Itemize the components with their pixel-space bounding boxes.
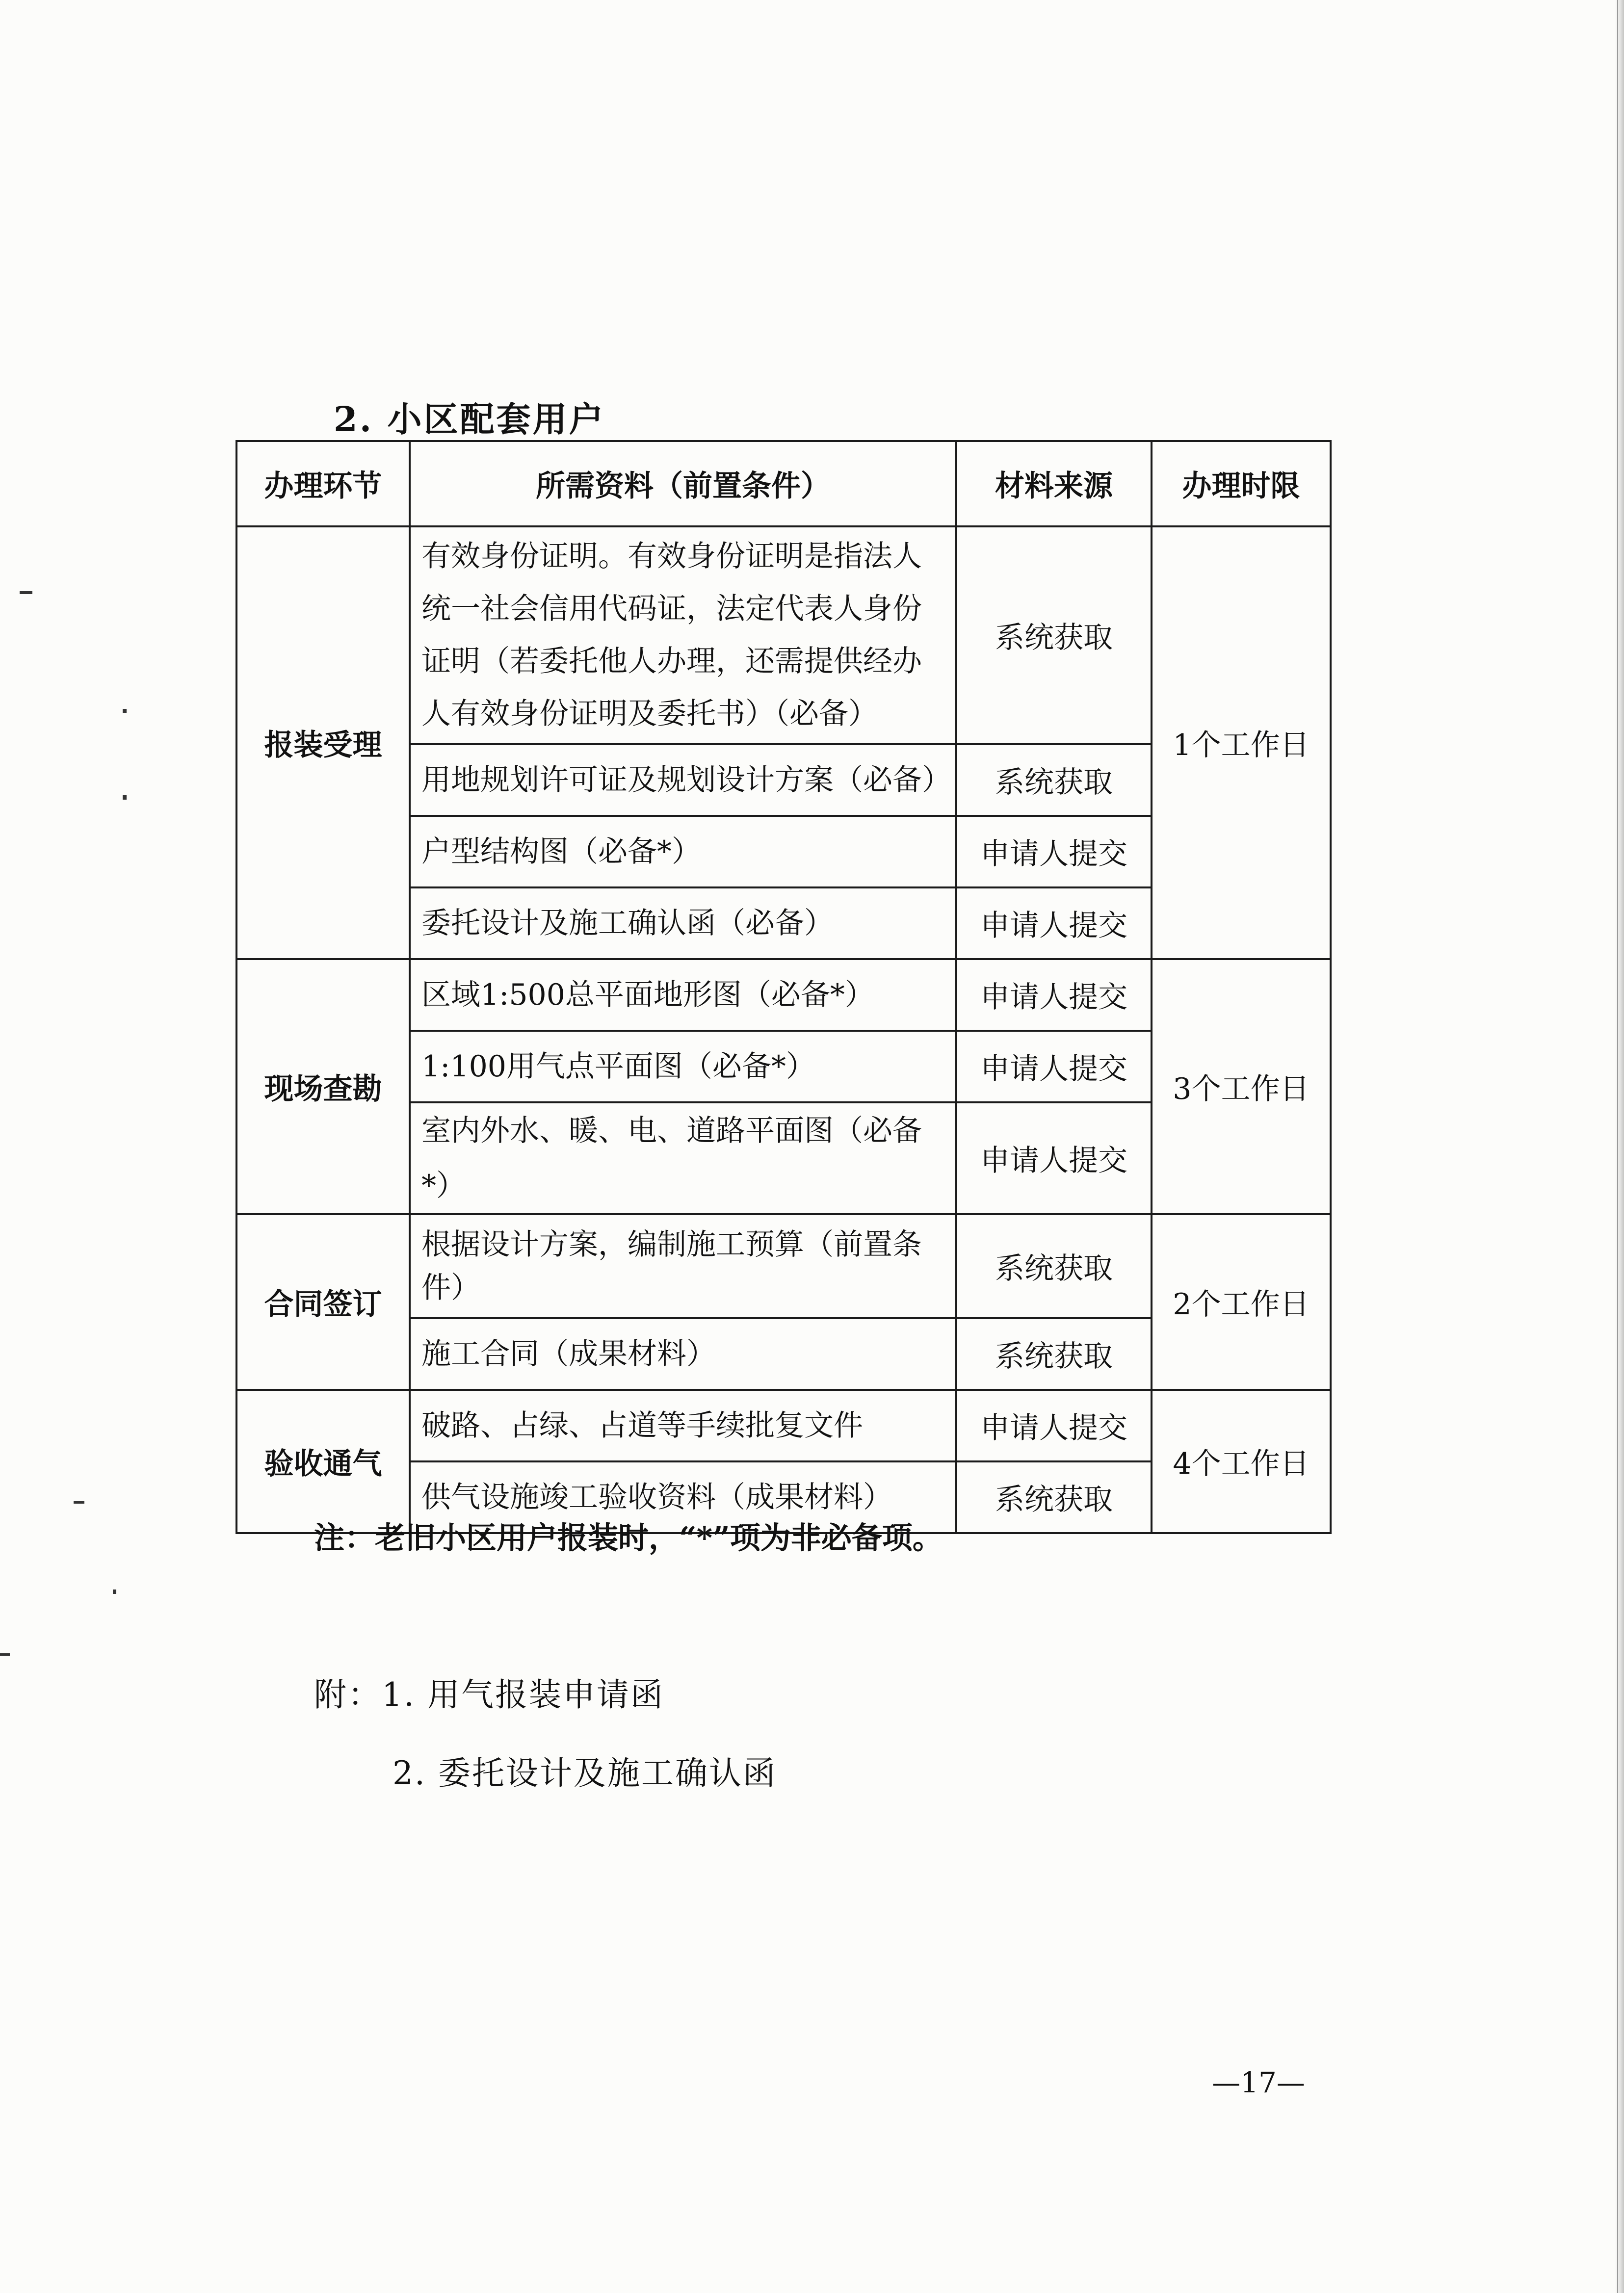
table-note: 注：老旧小区用户报装时，“*”项为非必备项。 xyxy=(314,1520,943,1556)
material-cell: 供气设施竣工验收资料（成果材料） xyxy=(410,1461,956,1533)
source-cell: 申请人提交 xyxy=(956,1102,1152,1214)
scan-speck xyxy=(123,795,127,800)
source-cell: 申请人提交 xyxy=(956,959,1152,1031)
scan-edge-shadow xyxy=(1615,0,1624,2293)
header-materials: 所需资料（前置条件） xyxy=(410,441,956,526)
time-limit-cell: 2个工作日 xyxy=(1152,1214,1331,1390)
source-cell: 系统获取 xyxy=(956,1461,1152,1533)
material-cell: 破路、占绿、占道等手续批复文件 xyxy=(410,1390,956,1461)
table-row xyxy=(236,1390,1331,1461)
header-time-limit: 办理时限 xyxy=(1152,441,1331,526)
table-row xyxy=(236,959,1331,1031)
scan-speck xyxy=(74,1501,84,1504)
section-title: 2. 小区配套用户 xyxy=(334,399,605,440)
table-row xyxy=(236,526,1331,744)
source-cell: 申请人提交 xyxy=(956,816,1152,887)
source-cell: 申请人提交 xyxy=(956,1031,1152,1102)
scan-speck xyxy=(20,591,32,594)
attachment-item-1: 附：1. 用气报装申请函 xyxy=(314,1676,664,1714)
material-cell: 1:100用气点平面图（必备*） xyxy=(410,1031,956,1102)
page-number: —17— xyxy=(1212,2066,1305,2099)
material-cell: 有效身份证明。有效身份证明是指法人统一社会信用代码证，法定代表人身份证明（若委托他人办理，还需提供经办人有效身份证明及委托书）（必备） xyxy=(410,526,956,744)
stage-cell: 报装受理 xyxy=(236,526,410,959)
table-row xyxy=(236,1214,1331,1318)
material-cell: 室内外水、暖、电、道路平面图（必备*） xyxy=(410,1102,956,1214)
stage-cell: 验收通气 xyxy=(236,1390,410,1533)
material-cell: 委托设计及施工确认函（必备） xyxy=(410,887,956,959)
material-cell: 户型结构图（必备*） xyxy=(410,816,956,887)
time-limit-cell: 3个工作日 xyxy=(1152,959,1331,1214)
header-stage: 办理环节 xyxy=(236,441,410,526)
header-source: 材料来源 xyxy=(956,441,1152,526)
material-cell: 根据设计方案，编制施工预算（前置条件） xyxy=(410,1214,956,1318)
stage-cell: 合同签订 xyxy=(236,1214,410,1390)
table-header-row xyxy=(236,441,1331,526)
scan-speck xyxy=(113,1589,116,1594)
time-limit-cell: 1个工作日 xyxy=(1152,526,1331,959)
stage-cell: 现场查勘 xyxy=(236,959,410,1214)
material-cell: 施工合同（成果材料） xyxy=(410,1318,956,1390)
time-limit-cell: 4个工作日 xyxy=(1152,1390,1331,1533)
source-cell: 申请人提交 xyxy=(956,1390,1152,1461)
scan-speck xyxy=(0,1653,10,1656)
attachment-item-2: 2. 委托设计及施工确认函 xyxy=(393,1754,777,1792)
source-cell: 系统获取 xyxy=(956,1318,1152,1390)
material-cell: 区域1:500总平面地形图（必备*） xyxy=(410,959,956,1031)
source-cell: 申请人提交 xyxy=(956,887,1152,959)
source-cell: 系统获取 xyxy=(956,744,1152,816)
source-cell: 系统获取 xyxy=(956,526,1152,744)
source-cell: 系统获取 xyxy=(956,1214,1152,1318)
requirements-table xyxy=(236,440,1332,1534)
scan-speck xyxy=(123,709,127,713)
material-cell: 用地规划许可证及规划设计方案（必备） xyxy=(410,744,956,816)
scan-edge-line xyxy=(1617,0,1618,2293)
